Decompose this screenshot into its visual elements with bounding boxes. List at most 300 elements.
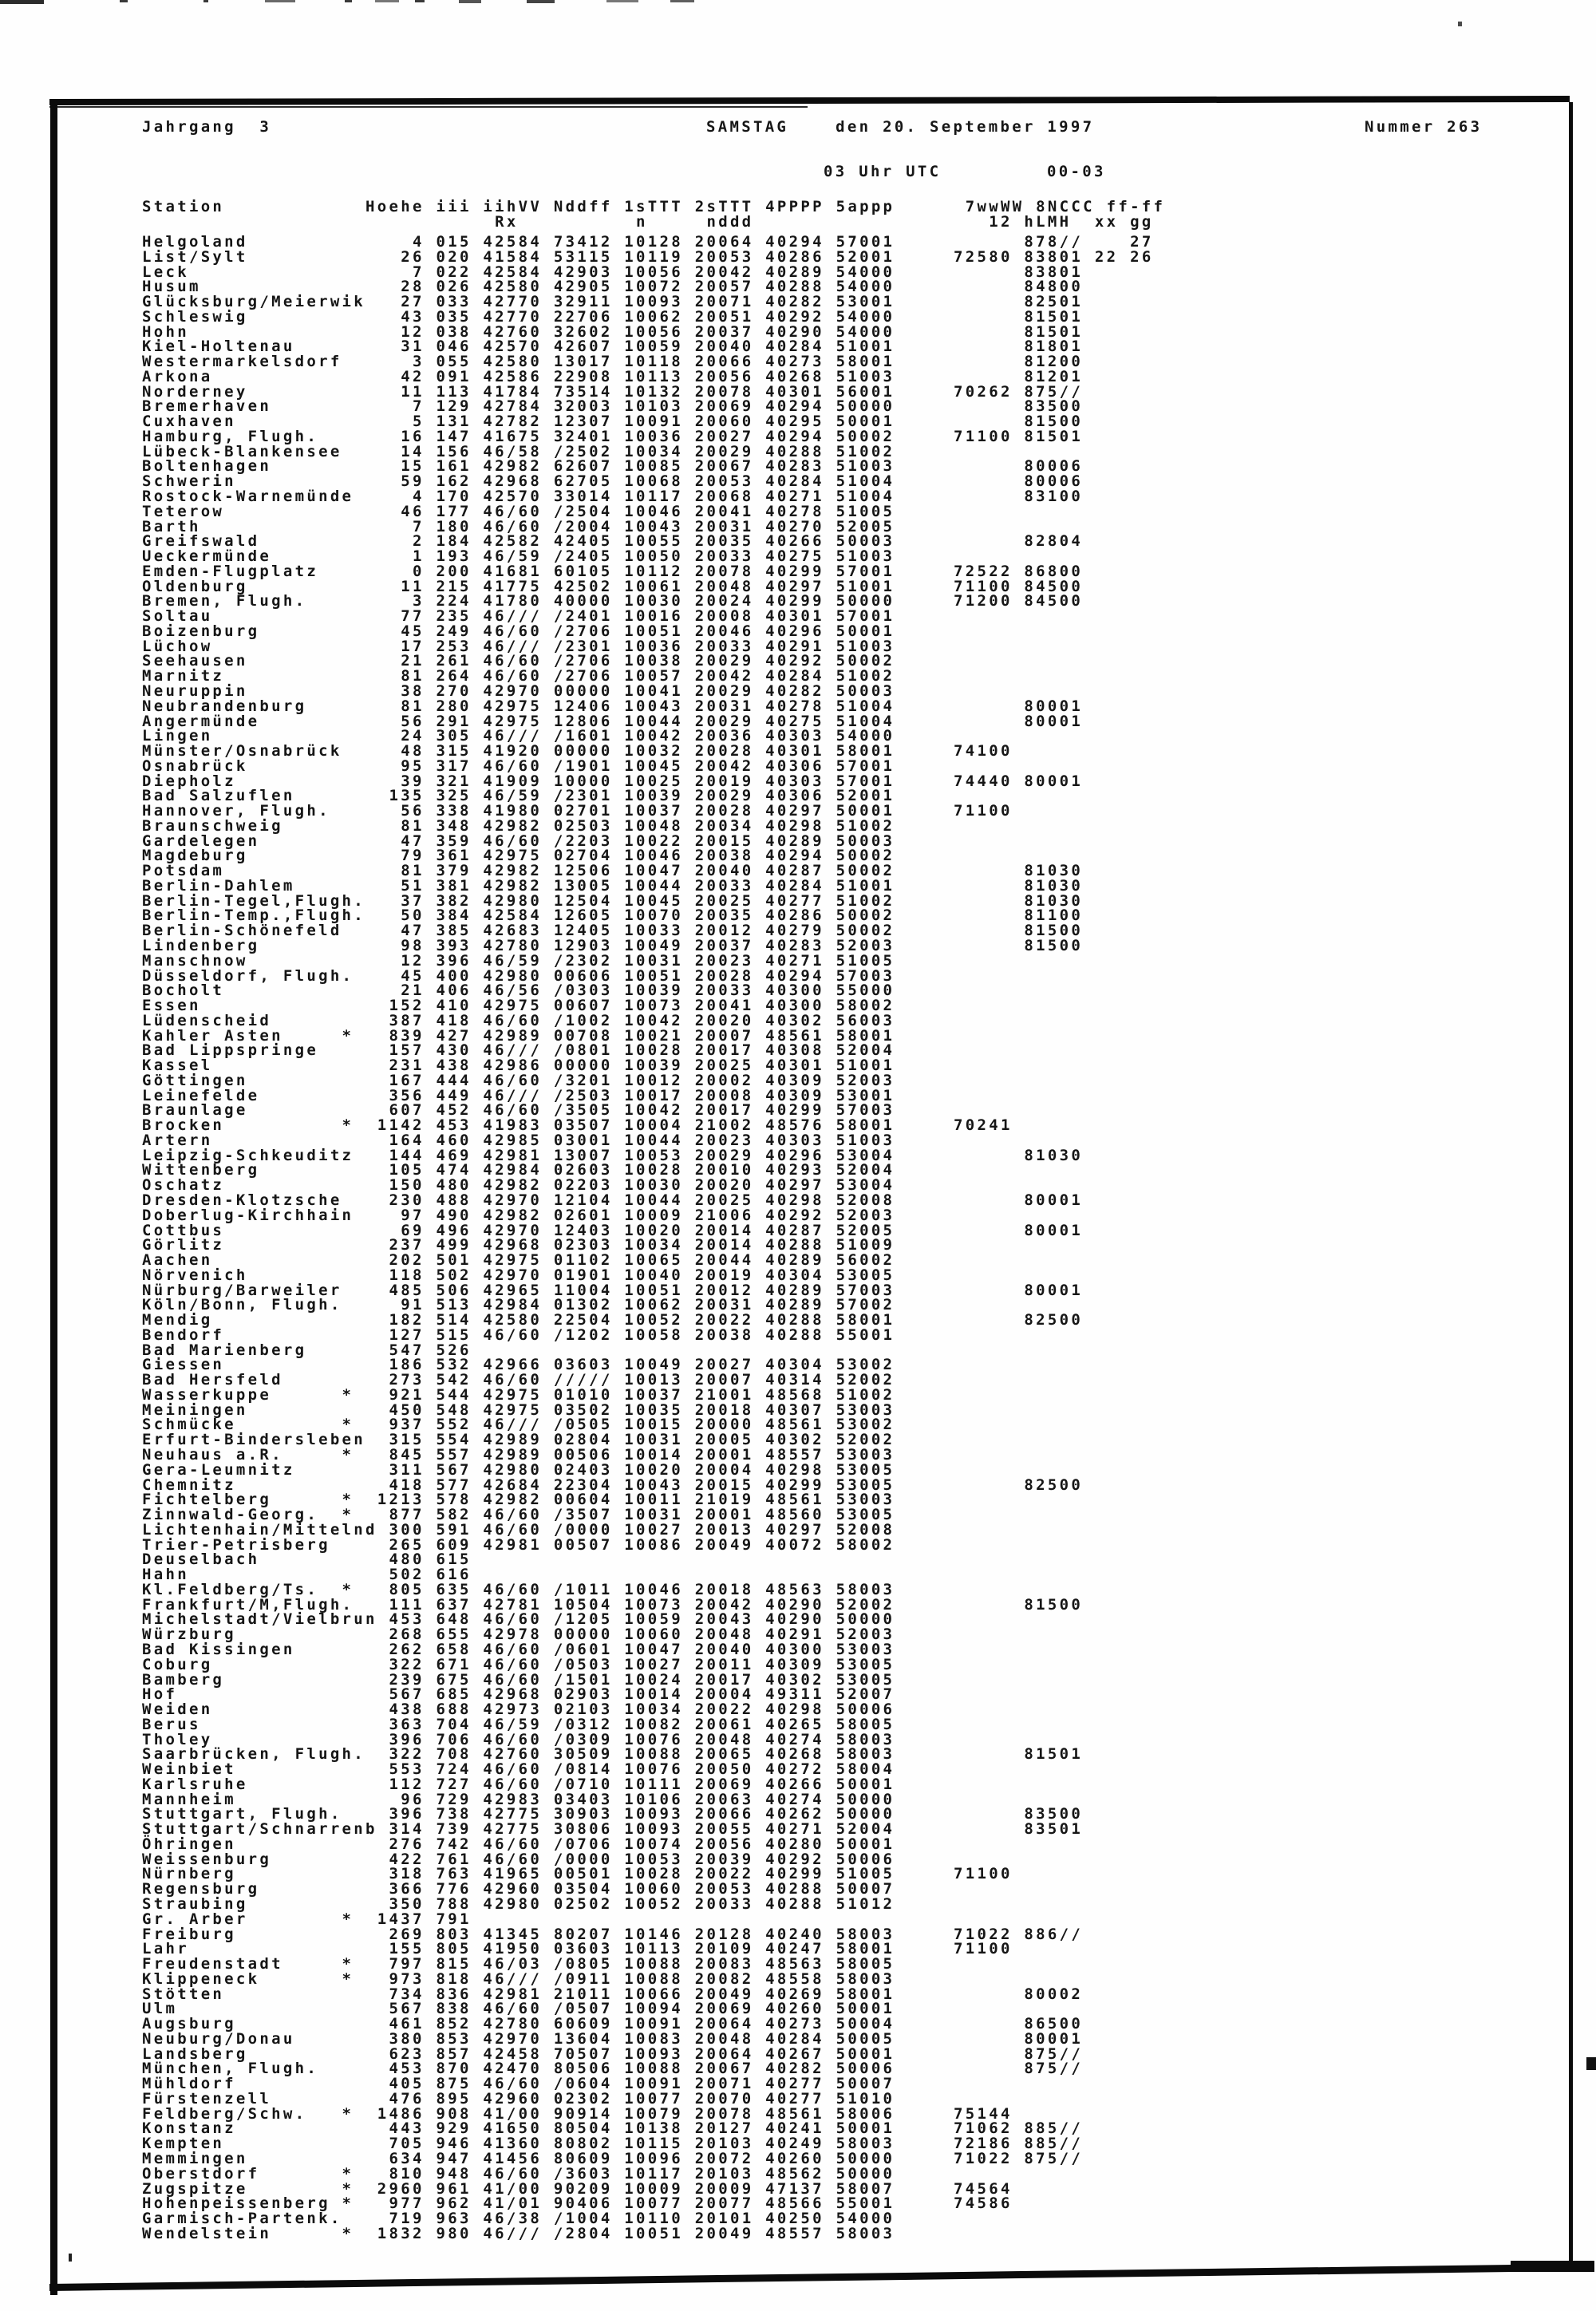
station-group-values: 80001	[895, 712, 1084, 730]
station-observation-values: 322 671 46/60 /0503 10027 20011 40309 53005	[377, 1655, 895, 1673]
station-observation-values: 262 658 46/60 /0601 10047 20040 40300 53003	[377, 1640, 895, 1658]
station-observation-values: 276 742 46/60 /0706 10074 20056 40280 50001	[377, 1835, 895, 1853]
station-table	[142, 235, 1154, 2242]
station-group-values: 80006	[895, 457, 1084, 476]
scan-noise-speck	[120, 0, 128, 2]
page-border-bottom	[49, 2264, 1550, 2291]
station-name: Kahler Asten *	[142, 1026, 377, 1045]
station-name: Berlin-Schönefeld	[142, 922, 377, 940]
station-observation-values: 231 438 42986 00000 10039 20025 40301 51001	[377, 1057, 895, 1075]
station-observation-values: 150 480 42982 02203 10030 20020 40297 53004	[377, 1176, 895, 1195]
station-name: Berlin-Temp.,Flugh.	[142, 907, 377, 925]
station-observation-values: 315 554 42989 02804 10031 20005 40302 52002	[377, 1431, 895, 1449]
station-name: Weissenburg	[142, 1850, 377, 1868]
station-name: Boizenburg	[142, 622, 377, 640]
station-observation-values: 553 724 46/60 /0814 10076 20050 40272 58004	[377, 1760, 895, 1779]
station-name: Göttingen	[142, 1071, 377, 1089]
station-group-values: 80001	[895, 1281, 1084, 1299]
scan-noise-speck	[375, 0, 399, 2]
station-name: List/Sylt	[142, 247, 377, 266]
station-name: Konstanz	[142, 2119, 377, 2138]
station-name: Soltau	[142, 607, 377, 626]
station-name: Bad Kissingen	[142, 1640, 377, 1658]
station-group-values: 83801	[895, 263, 1084, 281]
station-observation-values: 607 452 46/60 /3505 10042 20017 40299 57003	[377, 1101, 895, 1120]
station-name: Hof	[142, 1685, 377, 1704]
station-name: Nürburg/Barweiler	[142, 1281, 377, 1299]
station-observation-values: 97 490 42982 02601 10009 21006 40292 52003	[377, 1206, 895, 1224]
station-group-values: 81030	[895, 876, 1084, 895]
station-name: Berlin-Dahlem	[142, 876, 377, 895]
station-group-values: 80006	[895, 472, 1084, 491]
station-name: Regensburg	[142, 1880, 377, 1898]
station-name: Leipzig-Schkeuditz	[142, 1146, 377, 1164]
station-observation-values: 21 261 46/60 /2706 10038 20029 40292 50002	[377, 652, 895, 670]
station-group-values: 80001	[895, 2029, 1084, 2048]
station-group-values: 74586	[895, 2194, 1013, 2213]
station-name: Greifswald	[142, 532, 377, 551]
station-group-values: 83500	[895, 1805, 1084, 1823]
station-observation-values: 81 348 42982 02503 10048 20034 40298 51002	[377, 816, 895, 835]
station-name: Aachen	[142, 1251, 377, 1270]
station-observation-values: 17 253 46/// /2301 10036 20033 40291 51003	[377, 637, 895, 655]
station-name: Lüdenscheid	[142, 1011, 377, 1029]
station-observation-values: 1832 980 46/// /2804 10051 20049 48557 58003	[377, 2224, 895, 2242]
station-group-values: 72580 83801 22 26	[895, 247, 1154, 266]
station-observation-values: 461 852 42780 60609 10091 20064 40273 50004	[377, 2015, 895, 2033]
station-group-values: 71022 875//	[895, 2150, 1084, 2167]
scan-noise-speck	[527, 0, 555, 3]
station-observation-values: 48 315 41920 00000 10032 20028 40301 58001	[377, 742, 895, 760]
station-name: Helgoland	[142, 233, 377, 251]
station-observation-values: 1486 908 41/00 90914 10079 20078 48561 58006	[377, 2104, 895, 2123]
station-observation-values: 567 685 42968 02903 10014 20004 49311 52007	[377, 1685, 895, 1704]
station-observation-values: 7 022 42584 42903 10056 20042 40289 54000	[377, 263, 895, 281]
station-observation-values: 182 514 42580 22504 10052 20022 40288 58001	[377, 1311, 895, 1329]
ink-speck	[69, 2254, 72, 2262]
station-group-values: 82500	[895, 1475, 1084, 1494]
station-name: Artern	[142, 1131, 377, 1149]
scan-noise-speck	[0, 0, 44, 4]
station-observation-values: 300 591 46/60 /0000 10027 20013 40297 52008	[377, 1520, 895, 1539]
station-observation-values: 24 305 46/// /1601 10042 20036 40303 54000	[377, 727, 895, 745]
station-observation-values: 269 803 41345 80207 10146 20128 40240 58003	[377, 1925, 895, 1943]
station-name: Schwerin	[142, 472, 377, 491]
station-observation-values: 314 739 42775 30806 10093 20055 40271 52004	[377, 1820, 895, 1839]
station-observation-values: 45 400 42980 00606 10051 20028 40294 57003	[377, 966, 895, 985]
station-observation-values: 118 502 42970 01901 10040 20019 40304 53005	[377, 1266, 895, 1284]
station-group-values: 70241	[895, 1116, 1013, 1135]
station-name: Fichtelberg *	[142, 1491, 377, 1509]
station-name: Hamburg, Flugh.	[142, 427, 377, 445]
station-observation-values: 311 567 42980 02403 10020 20004 40298 53005	[377, 1460, 895, 1479]
station-observation-values: 547 526	[377, 1341, 472, 1359]
station-observation-values: 1437 791	[377, 1910, 472, 1928]
station-name: Manschnow	[142, 951, 377, 970]
station-group-values: 83501	[895, 1820, 1084, 1839]
station-observation-values: 14 156 46/58 /2502 10034 20029 40288 51002	[377, 442, 895, 460]
station-observation-values: 502 616	[377, 1566, 472, 1584]
station-observation-values: 380 853 42970 13604 10083 20048 40284 50005	[377, 2029, 895, 2048]
station-observation-values: 56 291 42975 12806 10044 20029 40275 51004	[377, 712, 895, 730]
station-group-values: 81500	[895, 936, 1084, 954]
station-name: Leck	[142, 263, 377, 281]
station-observation-values: 50 384 42584 12605 10070 20035 40286 50002	[377, 907, 895, 925]
station-observation-values: 111 637 42781 10504 10073 20042 40290 52002	[377, 1595, 895, 1614]
station-group-values: 81200	[895, 353, 1084, 371]
station-observation-values: 422 761 46/60 /0000 10053 20039 40292 50006	[377, 1850, 895, 1868]
station-name: Cuxhaven	[142, 413, 377, 431]
station-name: Ueckermünde	[142, 547, 377, 566]
station-observation-values: 135 325 46/59 /2301 10039 20029 40306 52001	[377, 787, 895, 805]
station-observation-values: 805 635 46/60 /1011 10046 20018 48563 58003	[377, 1580, 895, 1598]
station-observation-values: 69 496 42970 12403 10020 20014 40287 52005	[377, 1221, 895, 1239]
station-name: Giessen	[142, 1356, 377, 1374]
station-group-values: 875//	[895, 2044, 1084, 2063]
station-name: Wittenberg	[142, 1161, 377, 1179]
station-observation-values: 59 162 42968 62705 10068 20053 40284 51004	[377, 472, 895, 491]
station-observation-values: 634 947 41456 80609 10096 20072 40260 50000	[377, 2150, 895, 2167]
station-group-values: 75144	[895, 2104, 1013, 2123]
station-name: Oldenburg	[142, 577, 377, 595]
station-observation-values: 43 035 42770 22706 10062 20051 40292 54000	[377, 307, 895, 326]
station-name: Braunlage	[142, 1101, 377, 1120]
station-name: Neuburg/Donau	[142, 2029, 377, 2048]
scan-noise-speck	[606, 0, 638, 2]
station-name: Köln/Bonn, Flugh.	[142, 1296, 377, 1314]
station-name: Potsdam	[142, 862, 377, 880]
station-observation-values: 21 406 46/56 /0303 10039 20033 40300 55000	[377, 982, 895, 1000]
station-observation-values: 79 361 42975 02704 10046 20038 40294 50002	[377, 847, 895, 865]
station-name: Osnabrück	[142, 757, 377, 775]
station-observation-values: 4 015 42584 73412 10128 20064 40294 57001	[377, 233, 895, 251]
station-name: Essen	[142, 997, 377, 1015]
station-observation-values: 937 552 46/// /0505 10015 20000 48561 53002	[377, 1416, 895, 1434]
station-name: Weiden	[142, 1701, 377, 1719]
station-name: Hahn	[142, 1566, 377, 1584]
station-name: Bremerhaven	[142, 397, 377, 416]
station-observation-values: 1213 578 42982 00604 10011 21019 48561 53003	[377, 1491, 895, 1509]
station-name: Weinbiet	[142, 1760, 377, 1779]
station-name: Braunschweig	[142, 816, 377, 835]
station-observation-values: 155 805 41950 03603 10113 20109 40247 58001	[377, 1940, 895, 1958]
station-observation-values: 12 396 46/59 /2302 10031 20023 40271 51005	[377, 951, 895, 970]
station-observation-values: 480 615	[377, 1551, 472, 1569]
station-observation-values: 15 161 42982 62607 10085 20067 40283 51003	[377, 457, 895, 476]
station-group-values: 81801	[895, 338, 1084, 356]
table-header-line2: Rx n nddd 12 hLMH xx gg	[142, 213, 1154, 231]
station-observation-values: 5 131 42782 12307 10091 20060 40295 50001	[377, 413, 895, 431]
station-observation-values: 845 557 42989 00506 10014 20001 48557 53003	[377, 1446, 895, 1464]
page-border-left	[50, 99, 57, 2295]
station-observation-values: 152 410 42975 00607 10073 20041 40300 58002	[377, 997, 895, 1015]
station-observation-values: 186 532 42966 03603 10049 20027 40304 53002	[377, 1356, 895, 1374]
page-border-top	[49, 96, 1570, 105]
station-observation-values: 734 836 42981 21011 10066 20049 40269 58001	[377, 1985, 895, 2003]
station-observation-values: 2960 961 41/00 90209 10009 20009 47137 58007	[377, 2179, 895, 2198]
station-observation-values: 877 582 46/60 /3507 10031 20001 48560 53005	[377, 1506, 895, 1524]
station-name: Coburg	[142, 1655, 377, 1673]
station-name: Lindenberg	[142, 936, 377, 954]
station-observation-values: 47 359 46/60 /2203 10022 20015 40289 50003	[377, 832, 895, 850]
station-name: Öhringen	[142, 1835, 377, 1853]
station-observation-values: 366 776 42960 03504 10060 20053 40288 50007	[377, 1880, 895, 1898]
station-observation-values: 230 488 42970 12104 10044 20025 40298 52008	[377, 1191, 895, 1209]
station-group-values: 80002	[895, 1985, 1084, 2003]
station-group-values: 71100 81501	[895, 427, 1084, 445]
station-observation-values: 45 249 46/60 /2706 10051 20046 40296 50001	[377, 622, 895, 640]
station-observation-values: 98 393 42780 12903 10049 20037 40283 52003	[377, 936, 895, 954]
station-name: Hohn	[142, 322, 377, 341]
station-name: Nürnberg	[142, 1865, 377, 1883]
station-name: Stuttgart, Flugh.	[142, 1805, 377, 1823]
station-name: Doberlug-Kirchhain	[142, 1206, 377, 1224]
station-group-values: 71100	[895, 1940, 1013, 1958]
station-observation-values: 39 321 41909 10000 10025 20019 40303 57001	[377, 772, 895, 790]
station-name: Würzburg	[142, 1626, 377, 1644]
station-group-values: 86500	[895, 2015, 1084, 2033]
station-name: Mühldorf	[142, 2075, 377, 2093]
station-observation-values: 485 506 42965 11004 10051 20012 40289 57003	[377, 1281, 895, 1299]
station-name: Lahr	[142, 1940, 377, 1958]
station-name: München, Flugh.	[142, 2060, 377, 2078]
station-observation-values: 12 038 42760 32602 10056 20037 40290 54000	[377, 322, 895, 341]
station-name: Bremen, Flugh.	[142, 592, 377, 610]
station-name: Meiningen	[142, 1400, 377, 1419]
table-header-line1: Station Hoehe iii iihVV Nddff 1sTTT 2sTTT 4PPPP 5appp 7wwWW 8NCCC ff-ff	[142, 198, 1166, 215]
station-observation-values: 810 948 46/60 /3603 10117 20103 48562 50000	[377, 2164, 895, 2183]
station-group-values: 80001	[895, 1191, 1084, 1209]
station-name: Bad Salzuflen	[142, 787, 377, 805]
station-name: Saarbrücken, Flugh.	[142, 1745, 377, 1764]
station-name: Stuttgart/Schnarrenb	[142, 1820, 377, 1839]
station-name: Neuhaus a.R. *	[142, 1446, 377, 1464]
station-observation-values: 476 895 42960 02302 10077 20070 40277 51010	[377, 2089, 895, 2108]
station-name: Neuruppin	[142, 681, 377, 700]
station-name: Zugspitze *	[142, 2179, 377, 2198]
station-observation-values: 1142 453 41983 03507 10004 21002 48576 58001	[377, 1116, 895, 1135]
masthead-volume: Jahrgang 3	[142, 118, 272, 136]
station-name: Bendorf	[142, 1325, 377, 1344]
station-name: Memmingen	[142, 2150, 377, 2167]
station-group-values: 875//	[895, 2060, 1084, 2078]
station-name: Angermünde	[142, 712, 377, 730]
station-name: Berus	[142, 1715, 377, 1733]
station-observation-values: 11 215 41775 42502 10061 20048 40297 51001	[377, 577, 895, 595]
station-observation-values: 453 648 46/60 /1205 10059 20043 40290 50000	[377, 1610, 895, 1629]
station-observation-values: 3 224 41780 40000 10030 20024 40299 50000	[377, 592, 895, 610]
station-group-values: 83500	[895, 397, 1084, 416]
station-group-values: 71100 84500	[895, 577, 1084, 595]
station-name: Landsberg	[142, 2044, 377, 2063]
station-group-values: 71100	[895, 802, 1013, 820]
station-name: Düsseldorf, Flugh.	[142, 966, 377, 985]
station-name: Seehausen	[142, 652, 377, 670]
station-observation-values: 405 875 46/60 /0604 10091 20071 40277 50007	[377, 2075, 895, 2093]
station-observation-values: 239 675 46/60 /1501 10024 20017 40302 53005	[377, 1670, 895, 1689]
station-row	[142, 2226, 1154, 2242]
station-name: Lichtenhain/Mittelnd	[142, 1520, 377, 1539]
station-observation-values: 91 513 42984 01302 10062 20031 40289 57002	[377, 1296, 895, 1314]
masthead-issue-number: Nummer 263	[1365, 118, 1483, 136]
station-group-values: 81500	[895, 922, 1084, 940]
station-group-values: 81030	[895, 1146, 1084, 1164]
station-group-values: 878// 27	[895, 233, 1154, 251]
station-observation-values: 438 688 42973 02103 10034 20022 40298 50006	[377, 1701, 895, 1719]
ink-blob	[1586, 2057, 1596, 2070]
station-observation-values: 921 544 42975 01010 10037 21001 48568 51002	[377, 1385, 895, 1404]
station-name: Gardelegen	[142, 832, 377, 850]
station-name: Magdeburg	[142, 847, 377, 865]
station-name: Rostock-Warnemünde	[142, 488, 377, 506]
station-name: Berlin-Tegel,Flugh.	[142, 891, 377, 910]
page-border-right	[1569, 102, 1573, 2269]
station-name: Garmisch-Partenk.	[142, 2210, 377, 2228]
station-name: Münster/Osnabrück	[142, 742, 377, 760]
station-group-values: 81100	[895, 907, 1084, 925]
station-name: Westermarkelsdorf	[142, 353, 377, 371]
station-observation-values: 453 870 42470 80506 10088 20067 40282 50006	[377, 2060, 895, 2078]
scan-noise-speck	[203, 0, 208, 2]
station-name: Straubing	[142, 1894, 377, 1913]
station-observation-values: 51 381 42982 13005 10044 20033 40284 51001	[377, 876, 895, 895]
station-observation-values: 27 033 42770 32911 10093 20071 40282 53001	[377, 293, 895, 311]
station-observation-values: 202 501 42975 01102 10065 20044 40289 56002	[377, 1251, 895, 1270]
station-observation-values: 96 729 42983 03403 10106 20063 40274 50000	[377, 1790, 895, 1808]
station-observation-values: 418 577 42684 22304 10043 20015 40299 53005	[377, 1475, 895, 1494]
station-name: Gr. Arber *	[142, 1910, 377, 1928]
station-name: Schleswig	[142, 307, 377, 326]
station-name: Arkona	[142, 367, 377, 385]
station-observation-values: 350 788 42980 02502 10052 20033 40288 51012	[377, 1894, 895, 1913]
station-name: Erfurt-Bindersleben	[142, 1431, 377, 1449]
station-name: Dresden-Klotzsche	[142, 1191, 377, 1209]
station-name: Neubrandenburg	[142, 697, 377, 715]
station-name: Bad Lippspringe	[142, 1041, 377, 1060]
scan-noise-speck	[415, 0, 425, 2]
station-observation-values: 567 838 46/60 /0507 10094 20069 40260 50001	[377, 2000, 895, 2018]
station-observation-values: 797 815 46/03 /0805 10088 20083 48563 58005	[377, 1955, 895, 1973]
station-name: Gera-Leumnitz	[142, 1460, 377, 1479]
station-name: Emden-Flugplatz	[142, 562, 377, 580]
station-observation-values: 265 609 42981 00507 10086 20049 40072 58002	[377, 1535, 895, 1554]
station-name: Barth	[142, 517, 377, 535]
station-name: Tholey	[142, 1730, 377, 1748]
station-name: Schmücke *	[142, 1416, 377, 1434]
station-name: Glücksburg/Meierwik	[142, 293, 377, 311]
station-name: Stötten	[142, 1985, 377, 2003]
station-name: Diepholz	[142, 772, 377, 790]
station-observation-values: 144 469 42981 13007 10053 20029 40296 53004	[377, 1146, 895, 1164]
station-observation-values: 28 026 42580 42905 10072 20057 40288 54000	[377, 278, 895, 296]
station-observation-values: 2 184 42582 42405 10055 20035 40266 50003	[377, 532, 895, 551]
station-name: Augsburg	[142, 2015, 377, 2033]
station-observation-values: 322 708 42760 30509 10088 20065 40268 58003	[377, 1745, 895, 1764]
station-name: Oberstdorf *	[142, 2164, 377, 2183]
station-group-values: 81500	[895, 413, 1084, 431]
station-observation-values: 127 515 46/60 /1202 10058 20038 40288 55001	[377, 1325, 895, 1344]
station-name: Boltenhagen	[142, 457, 377, 476]
station-observation-values: 164 460 42985 03001 10044 20023 40303 51003	[377, 1131, 895, 1149]
station-name: Klippeneck *	[142, 1969, 377, 1988]
station-name: Hannover, Flugh.	[142, 802, 377, 820]
station-observation-values: 42 091 42586 22908 10113 20056 40268 51003	[377, 367, 895, 385]
station-observation-values: 47 385 42683 12405 10033 20012 40279 50002	[377, 922, 895, 940]
station-observation-values: 0 200 41681 60105 10112 20078 40299 57001	[377, 562, 895, 580]
station-name: Chemnitz	[142, 1475, 377, 1494]
station-group-values: 81500	[895, 1595, 1084, 1614]
station-group-values: 82500	[895, 1311, 1084, 1329]
station-observation-values: 719 963 46/38 /1004 10110 20101 40250 54000	[377, 2210, 895, 2228]
station-group-values: 71062 885//	[895, 2119, 1084, 2138]
station-group-values: 81501	[895, 322, 1084, 341]
station-name: Brocken *	[142, 1116, 377, 1135]
scan-noise-speck	[670, 0, 694, 2]
station-name: Zinnwald-Georg. *	[142, 1506, 377, 1524]
station-group-values: 74564	[895, 2179, 1013, 2198]
station-observation-values: 16 147 41675 32401 10036 20027 40294 50002	[377, 427, 895, 445]
page-border-bottom-corner	[1511, 2261, 1594, 2272]
station-group-values: 81030	[895, 891, 1084, 910]
station-group-values: 83100	[895, 488, 1084, 506]
station-observation-values: 273 542 46/60 ///// 10013 20007 40314 52002	[377, 1371, 895, 1389]
station-name: Marnitz	[142, 667, 377, 685]
station-observation-values: 268 655 42978 00000 10060 20048 40291 52003	[377, 1626, 895, 1644]
station-observation-values: 318 763 41965 00501 10028 20022 40299 51005	[377, 1865, 895, 1883]
station-group-values: 71200 84500	[895, 592, 1084, 610]
station-name: Wasserkuppe *	[142, 1385, 377, 1404]
station-observation-values: 237 499 42968 02303 10034 20014 40288 51009	[377, 1236, 895, 1254]
station-name: Kiel-Holtenau	[142, 338, 377, 356]
station-name: Görlitz	[142, 1236, 377, 1254]
station-name: Lingen	[142, 727, 377, 745]
station-observation-values: 443 929 41650 80504 10138 20127 40241 50001	[377, 2119, 895, 2138]
station-observation-values: 38 270 42970 00000 10041 20029 40282 50003	[377, 681, 895, 700]
station-group-values: 71100	[895, 1865, 1013, 1883]
station-name: Kassel	[142, 1057, 377, 1075]
station-group-values: 74440 80001	[895, 772, 1084, 790]
station-observation-values: 105 474 42984 02603 10028 20010 40293 52004	[377, 1161, 895, 1179]
station-observation-values: 973 818 46/// /0911 10088 20082 48558 58003	[377, 1969, 895, 1988]
station-observation-values: 112 727 46/60 /0710 10111 20069 40266 50001	[377, 1775, 895, 1793]
station-name: Mannheim	[142, 1790, 377, 1808]
station-observation-values: 396 738 42775 30903 10093 20066 40262 50000	[377, 1805, 895, 1823]
station-observation-values: 31 046 42570 42607 10059 20040 40284 51001	[377, 338, 895, 356]
station-name: Lüchow	[142, 637, 377, 655]
station-name: Oschatz	[142, 1176, 377, 1195]
station-group-values: 81501	[895, 307, 1084, 326]
observation-time-range: 00-03	[1047, 163, 1106, 180]
station-group-values: 82501	[895, 293, 1084, 311]
scan-noise-speck	[345, 0, 352, 2]
station-group-values: 84800	[895, 278, 1084, 296]
station-name: Feldberg/Schw. *	[142, 2104, 377, 2123]
station-observation-values: 977 962 41/01 90406 10077 20077 48566 55001	[377, 2194, 895, 2213]
station-name: Frankfurt/M,Flugh.	[142, 1595, 377, 1614]
station-observation-values: 167 444 46/60 /3201 10012 20002 40309 52003	[377, 1071, 895, 1089]
station-name: Kl.Feldberg/Ts. *	[142, 1580, 377, 1598]
station-group-values: 71022 886//	[895, 1925, 1084, 1943]
station-group-values: 82804	[895, 532, 1084, 551]
station-observation-values: 26 020 41584 53115 10119 20053 40286 52001	[377, 247, 895, 266]
station-group-values: 81501	[895, 1745, 1084, 1764]
station-name: Hohenpeissenberg *	[142, 2194, 377, 2213]
station-name: Michelstadt/Vielbrun	[142, 1610, 377, 1629]
observation-time-label: 03 Uhr UTC	[824, 163, 942, 180]
station-observation-values: 46 177 46/60 /2504 10046 20041 40278 51005	[377, 502, 895, 520]
station-observation-values: 387 418 46/60 /1002 10042 20020 40302 56003	[377, 1011, 895, 1029]
station-observation-values: 1 193 46/59 /2405 10050 20033 40275 51003	[377, 547, 895, 566]
